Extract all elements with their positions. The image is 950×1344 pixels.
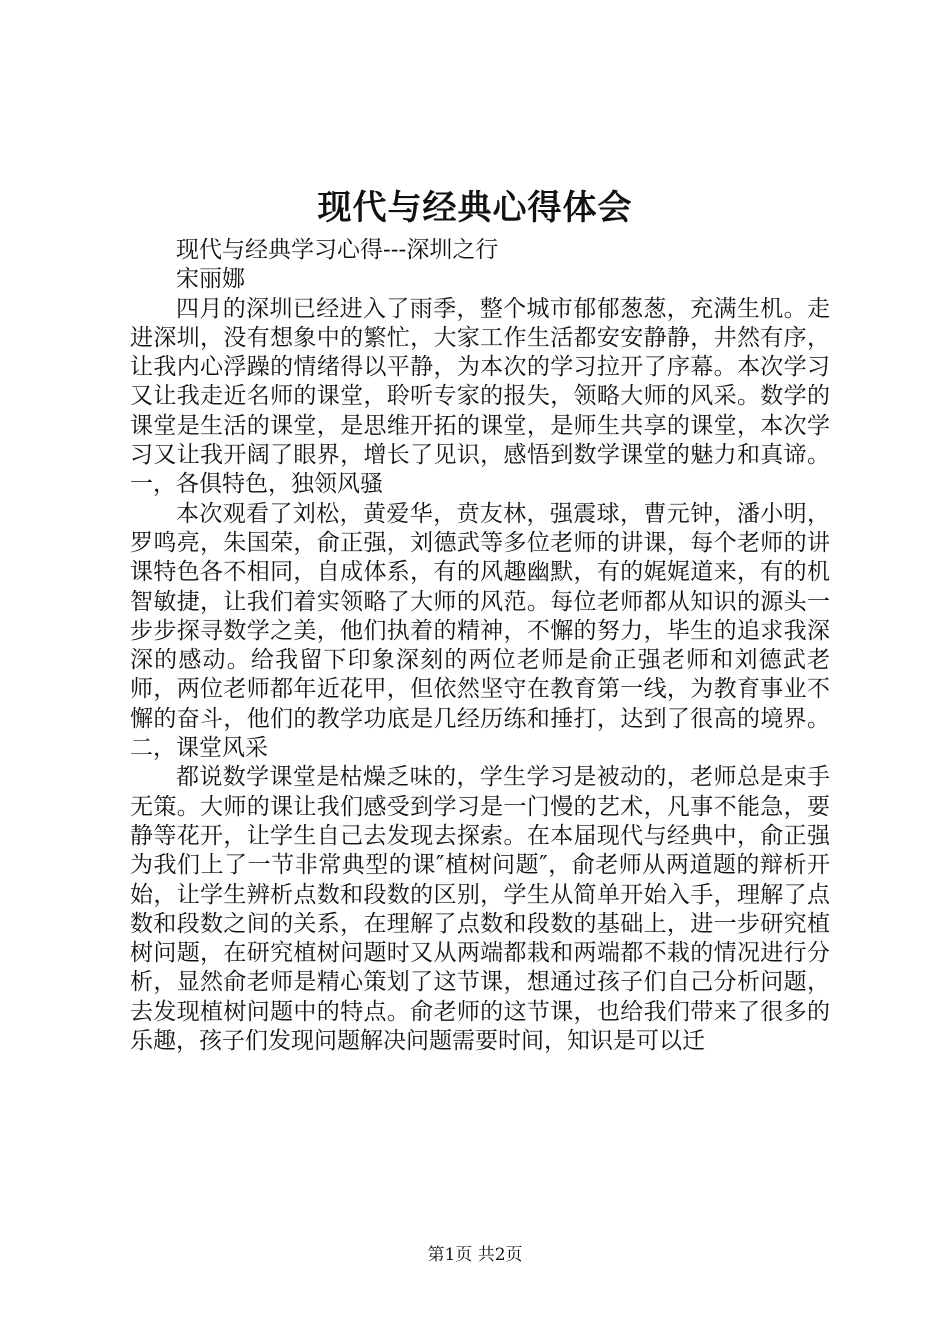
document-subtitle: 现代与经典学习心得---深圳之行	[176, 237, 499, 263]
body-paragraph-2: 本次观看了刘松，黄爱华，贲友林，强震球，曹元钟，潘小明，罗鸣亮，朱国荣，俞正强，刘德武等多位老师的讲课，每个老师的讲课特色各不相同，自成体系，有的风趣幽默，有的娓娓道来，有的机智敏捷，让我们着实领略了大师的风范。每位老师都从知识的源头一步步探寻数学之美，他们执着的精神，不懈的努力，毕生的追求我深深的感动。给我留下印象深刻的两位老师是俞正强老师和刘德武老师，两位老师都年近花甲，但依然坚守在教育第一线，为教育事业不懈的奋斗，他们的教学功底是几经历练和捶打，达到了很高的境界。二，课堂风采	[130, 500, 830, 762]
body-paragraph-3: 都说数学课堂是枯燥乏味的，学生学习是被动的，老师总是束手无策。大师的课让我们感受到学习是一门慢的艺术，凡事不能急，要静等花开，让学生自己去发现去探索。在本届现代与经典中，俞正强为我们上了一节非常典型的课″植树问题″，俞老师从两道题的辩析开始，让学生辨析点数和段数的区别，学生从简单开始入手，理解了点数和段数之间的关系，在理解了点数和段数的基础上，进一步研究植树问题，在研究植树问题时又从两端都栽和两端都不栽的情况进行分析，显然俞老师是精心策划了这节课，想通过孩子们自己分析问题，去发现植树问题中的特点。俞老师的这节课，也给我们带来了很多的乐趣，孩子们发现问题解决问题需要时间，知识是可以迁	[130, 764, 830, 1055]
body-paragraph-1: 四月的深圳已经进入了雨季，整个城市郁郁葱葱，充满生机。走进深圳，没有想象中的繁忙，大家工作生活都安安静静，井然有序，让我内心浮躁的情绪得以平静，为本次的学习拉开了序幕。本次学习又让我走近名师的课堂，聆听专家的报失，领略大师的风采。数学的课堂是生活的课堂，是思维开拓的课堂，是师生共享的课堂，本次学习又让我开阔了眼界，增长了见识，感悟到数学课堂的魅力和真谛。一，各俱特色，独领风骚	[130, 295, 830, 498]
document-title: 现代与经典心得体会	[317, 188, 633, 228]
author-name: 宋丽娜	[176, 266, 245, 293]
page-number-footer: 第1页 共2页	[427, 1245, 523, 1265]
document-body	[130, 236, 830, 1056]
